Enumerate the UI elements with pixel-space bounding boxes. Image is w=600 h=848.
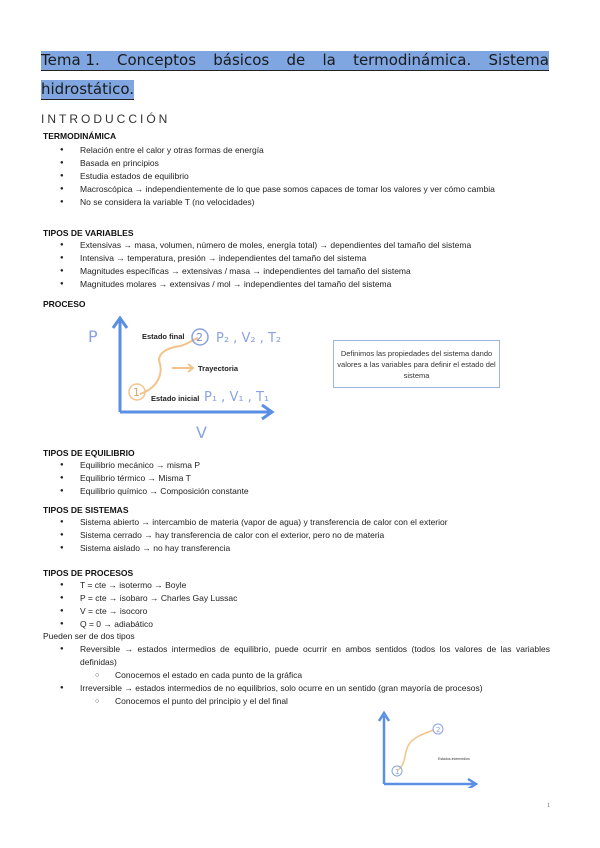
list-item: ● Magnitudes específicas → extensivas / masa → independientes del tamaño del sistema (60, 265, 560, 278)
section-heading-procesos: TIPOS DE PROCESOS (43, 568, 134, 578)
title-line-1 (41, 51, 549, 71)
process-diagram (80, 312, 300, 442)
procesos-types-list (60, 643, 550, 708)
process-note-text: Definimos las propiedades del sistema dando valores a las variables para definir el estado del sistema (337, 348, 496, 380)
list-item: ● Extensivas → masa, volumen, número de moles, energía total) → dependientes del tamaño del sistema (60, 239, 560, 252)
trajectory-curve (398, 730, 434, 770)
state-1-number: 1 (133, 386, 140, 399)
list-item: ● Basada en principios (60, 157, 550, 170)
list-item: ● Estudia estados de equilibrio (60, 170, 550, 183)
list-item: ● Equilibrio químico → Composición constante (60, 485, 550, 498)
state-2-number: 2 (436, 726, 441, 734)
equilibrio-list (60, 459, 550, 498)
list-item: ● P = cte → isobaro → Charles Gay Lussac (60, 592, 550, 605)
title-word: Sistema (488, 51, 549, 69)
list-item: ● Magnitudes molares → extensivas / mol → independientes del tamaño del sistema (60, 278, 560, 291)
list-item: ● V = cte → isocoro (60, 605, 550, 618)
section-heading-variables: TIPOS DE VARIABLES (43, 228, 134, 238)
section-heading-proceso: PROCESO (43, 299, 86, 309)
trajectory-label: Trayectoria (198, 364, 239, 373)
section-heading-sistemas: TIPOS DE SISTEMAS (43, 505, 129, 515)
procesos-intro: Pueden ser de dos tipos (43, 631, 135, 641)
section-heading-equilibrio: TIPOS DE EQUILIBRIO (43, 448, 135, 458)
irreversible-diagram (370, 708, 480, 788)
axis-y-label: P (88, 327, 98, 346)
variables-list (60, 239, 560, 291)
list-item: ● Equilibrio térmico → Misma T (60, 472, 550, 485)
title-word: termodinámica. (353, 51, 472, 69)
procesos-list (60, 579, 550, 631)
list-item: ● T = cte → isotermo → Boyle (60, 579, 550, 592)
state-initial-label: Estado inicial (151, 394, 200, 403)
title-word: Tema 1. (41, 51, 100, 69)
introduction-heading: INTRODUCCIÓN (41, 112, 171, 126)
list-item: ● Intensiva → temperatura, presión → independientes del tamaño del sistema (60, 252, 560, 265)
list-item: ● Sistema cerrado → hay transferencia de calor con el exterior, pero no de materia (60, 529, 560, 542)
list-item: ● No se considera la variable T (no velocidades) (60, 196, 550, 209)
process-note-box (333, 340, 500, 388)
state-1-values: P₁ , V₁ , T₁ (204, 390, 270, 405)
axis-x-label: V (196, 423, 207, 442)
list-item: ● Sistema abierto → intercambio de materia (vapor de agua) y transferencia de calor con el exterior (60, 516, 560, 529)
termodinamica-list (60, 144, 550, 209)
title-word: de (286, 51, 306, 69)
list-item: ● Relación entre el calor y otras formas de energía (60, 144, 550, 157)
state-2-values: P₂ , V₂ , T₂ (216, 331, 282, 346)
title-word: Conceptos (116, 51, 197, 69)
list-subitem: ○ Conocemos el punto del principio y el del final (60, 695, 550, 708)
intermediate-states-label: Estados intermedios (438, 757, 470, 761)
title-line-2: hidrostático. (41, 80, 135, 98)
list-subitem: ○ Conocemos el estado en cada punto de la gráfica (60, 669, 550, 682)
state-final-label: Estado final (142, 332, 185, 341)
state-1-number: 1 (395, 768, 400, 776)
title-word: la (322, 51, 336, 69)
list-item: ● Sistema aislado → no hay transferencia (60, 542, 560, 555)
state-2-number: 2 (196, 331, 203, 344)
section-heading-termodinamica: TERMODINÁMICA (43, 131, 117, 141)
page-number: 1 (547, 803, 550, 809)
list-item: ● Q = 0 → adiabático (60, 618, 550, 631)
list-item: ● Equilibrio mecánico → misma P (60, 459, 550, 472)
list-item-reversible: ● Reversible → estados intermedios de equilibrio, puede ocurrir en ambos sentidos (todos los valores de las variables definidas) (60, 643, 550, 669)
sistemas-list (60, 516, 560, 555)
list-item-irreversible: ● Irreversible → estados intermedios de no equilibrios, solo ocurre en un sentido (gran mayoría de procesos) (60, 682, 550, 695)
title-word: básicos (213, 51, 270, 69)
list-item: ● Macroscópica → independientemente de lo que pase somos capaces de tomar los valores y ver cómo cambia (60, 183, 550, 196)
